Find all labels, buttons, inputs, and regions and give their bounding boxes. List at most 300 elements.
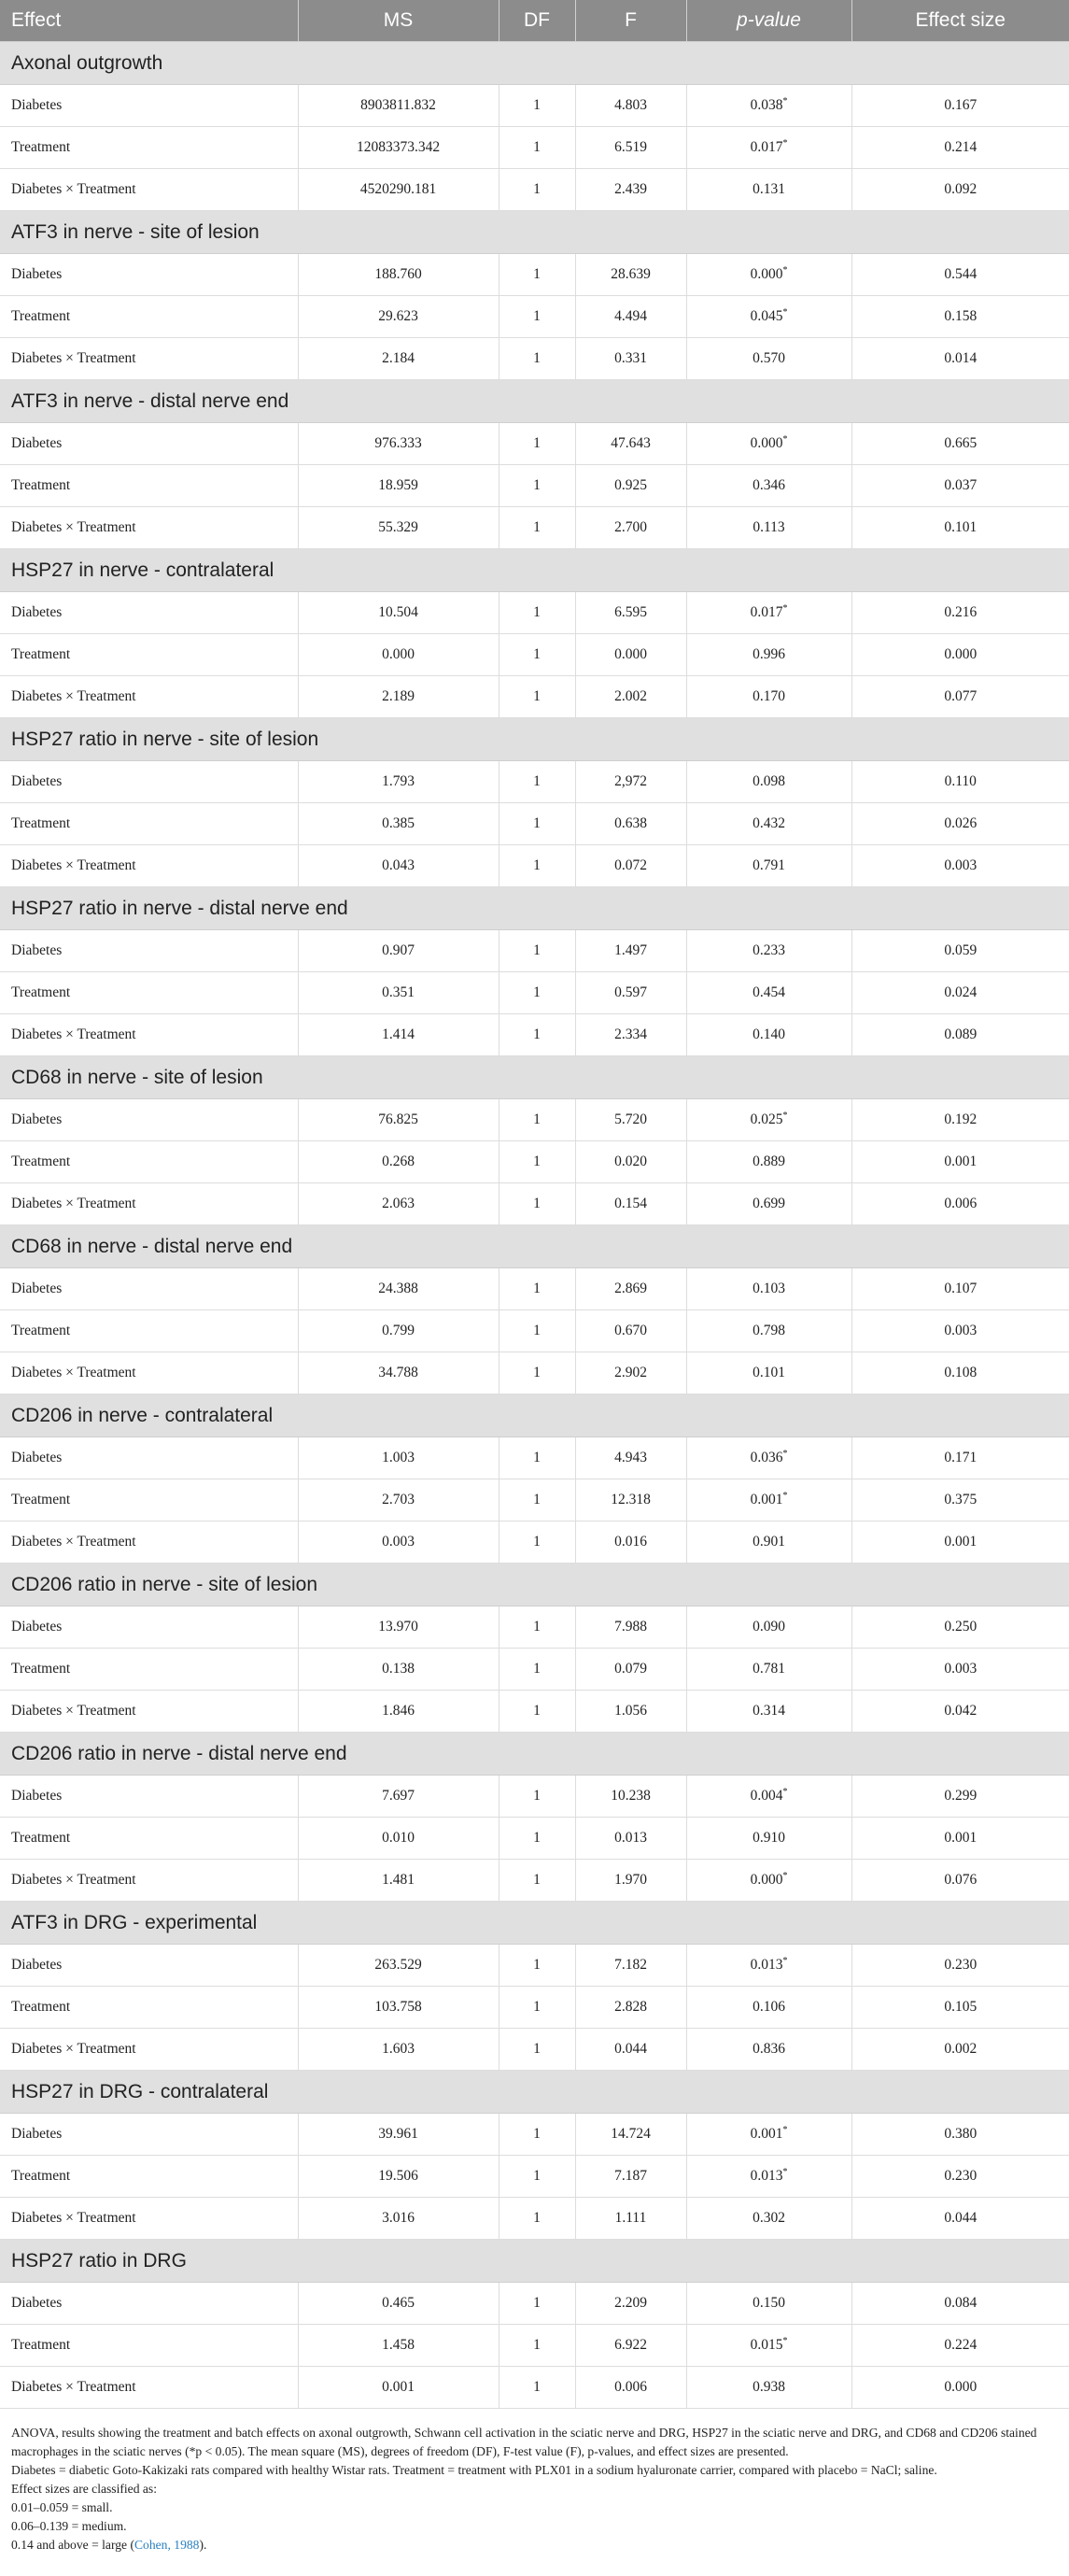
cell-f-value: 0.044: [614, 2041, 647, 2057]
cell-effect-value: Diabetes × Treatment: [11, 350, 136, 366]
table-row: [0, 1606, 1069, 1649]
footnote-medium: 0.06–0.139 = medium.: [11, 2519, 127, 2533]
section-header: [0, 42, 1069, 85]
cell-f: [575, 1649, 686, 1691]
cell-effect-value: Diabetes: [11, 266, 63, 282]
cell-effect-size: [851, 85, 1069, 127]
cell-p-value-value: 0.996: [753, 646, 785, 662]
cell-df: [499, 1268, 575, 1310]
cell-effect: [0, 1606, 298, 1649]
cell-ms: [298, 507, 499, 549]
cell-p-value: [686, 2114, 851, 2156]
citation-link[interactable]: Cohen, 1988: [134, 2538, 200, 2552]
cell-p-value-value: 0.570: [753, 350, 785, 366]
cell-effect-size-value: 0.001: [944, 1154, 978, 1169]
cell-f-value: 4.494: [614, 308, 647, 324]
cell-df-value: 1: [533, 1830, 541, 1846]
cell-f-value: 2,972: [614, 773, 647, 789]
cell-f: [575, 1691, 686, 1733]
cell-effect: [0, 2198, 298, 2240]
cell-effect-size-value: 0.230: [944, 2168, 978, 2184]
section-title: CD206 ratio in nerve - site of lesion: [0, 1564, 1069, 1606]
cell-effect-size-value: 0.171: [944, 1450, 978, 1465]
cell-f: [575, 1437, 686, 1479]
cell-effect-size: [851, 1776, 1069, 1818]
cell-effect: [0, 1183, 298, 1225]
header-p-value: p-value: [686, 0, 851, 42]
cell-p-value: [686, 634, 851, 676]
cell-ms-value: 0.268: [382, 1154, 415, 1169]
table-row: [0, 845, 1069, 887]
cell-f: [575, 1268, 686, 1310]
cell-f: [575, 1606, 686, 1649]
cell-f-value: 28.639: [611, 266, 651, 282]
cell-df-value: 1: [533, 181, 541, 197]
cell-effect-value: Treatment: [11, 2337, 71, 2353]
cell-df: [499, 2029, 575, 2071]
cell-ms-value: 0.138: [382, 1661, 415, 1677]
cell-ms-value: 0.907: [382, 942, 415, 958]
cell-f: [575, 1099, 686, 1141]
cell-p-value-value: 0.901: [753, 1534, 785, 1550]
table-row: [0, 2325, 1069, 2367]
cell-p-value-value: 0.781: [753, 1661, 785, 1677]
table-row: [0, 2283, 1069, 2325]
cell-p-value: [686, 1141, 851, 1183]
cell-p-value: [686, 761, 851, 803]
cell-effect-size-value: 0.224: [944, 2337, 978, 2353]
cell-f: [575, 2283, 686, 2325]
cell-f: [575, 1987, 686, 2029]
cell-effect-size-value: 0.089: [944, 1026, 978, 1042]
cell-effect-value: Diabetes: [11, 1111, 63, 1127]
cell-df-value: 1: [533, 139, 541, 155]
cell-effect-value: Diabetes: [11, 1281, 63, 1296]
cell-df: [499, 1014, 575, 1056]
cell-f: [575, 1776, 686, 1818]
cell-effect-size: [851, 761, 1069, 803]
cell-effect-value: Diabetes: [11, 97, 63, 113]
cell-p-value-value: 0.004: [750, 1788, 783, 1804]
cell-df: [499, 1649, 575, 1691]
cell-ms: [298, 1860, 499, 1902]
table-row: [0, 972, 1069, 1014]
cell-effect-value: Diabetes: [11, 2126, 63, 2142]
section-title: CD206 in nerve - contralateral: [0, 1394, 1069, 1437]
cell-p-value-value: 0.910: [753, 1830, 785, 1846]
cell-p-value: [686, 803, 851, 845]
cell-f-value: 6.922: [614, 2337, 647, 2353]
cell-effect-size: [851, 1606, 1069, 1649]
cell-ms-value: 76.825: [378, 1111, 418, 1127]
cell-ms: [298, 254, 499, 296]
cell-p-value: [686, 1606, 851, 1649]
cell-effect-size: [851, 1352, 1069, 1394]
table-row: [0, 338, 1069, 380]
cell-ms-value: 18.959: [378, 477, 418, 493]
cell-effect-value: Diabetes × Treatment: [11, 1872, 136, 1888]
cell-effect: [0, 930, 298, 972]
cell-p-value-value: 0.346: [753, 477, 785, 493]
cell-df-value: 1: [533, 1957, 541, 1973]
cell-f-value: 2.209: [614, 2295, 647, 2311]
section-header: [0, 1564, 1069, 1606]
cell-effect: [0, 1479, 298, 1522]
cell-df-value: 1: [533, 1788, 541, 1804]
cell-effect-size: [851, 1691, 1069, 1733]
cell-df-value: 1: [533, 1492, 541, 1507]
table-row: [0, 1310, 1069, 1352]
cell-f-value: 0.597: [614, 984, 647, 1000]
cell-df-value: 1: [533, 308, 541, 324]
cell-effect-value: Diabetes: [11, 942, 63, 958]
cell-df: [499, 2367, 575, 2409]
cell-df-value: 1: [533, 1154, 541, 1169]
table-row: [0, 1860, 1069, 1902]
cell-f: [575, 423, 686, 465]
cell-f-value: 0.013: [614, 1830, 647, 1846]
cell-df-value: 1: [533, 1999, 541, 2015]
cell-effect: [0, 845, 298, 887]
cell-df: [499, 1691, 575, 1733]
cell-f-value: 14.724: [611, 2126, 651, 2142]
significance-marker: *: [782, 1110, 788, 1121]
cell-f-value: 2.439: [614, 181, 647, 197]
cell-p-value-value: 0.017: [750, 139, 783, 155]
cell-effect-size: [851, 803, 1069, 845]
cell-effect: [0, 1014, 298, 1056]
cell-effect-size-value: 0.001: [944, 1534, 978, 1550]
cell-effect-size-value: 0.000: [944, 646, 978, 662]
cell-effect-size: [851, 676, 1069, 718]
cell-effect-size-value: 0.230: [944, 1957, 978, 1973]
cell-ms-value: 0.385: [382, 815, 415, 831]
cell-df-value: 1: [533, 1661, 541, 1677]
cell-ms: [298, 1014, 499, 1056]
cell-ms: [298, 296, 499, 338]
cell-effect-size-value: 0.003: [944, 1661, 978, 1677]
cell-df: [499, 1183, 575, 1225]
cell-ms-value: 29.623: [378, 308, 418, 324]
table-row: [0, 1522, 1069, 1564]
cell-effect-size-value: 0.216: [944, 604, 978, 620]
significance-marker: *: [782, 602, 788, 614]
cell-ms-value: 2.189: [382, 688, 415, 704]
cell-p-value: [686, 127, 851, 169]
cell-f-value: 2.828: [614, 1999, 647, 2015]
cell-f: [575, 1352, 686, 1394]
table-row: [0, 2367, 1069, 2409]
table-row: [0, 2114, 1069, 2156]
table-row: [0, 127, 1069, 169]
cell-p-value-value: 0.170: [753, 688, 785, 704]
cell-f: [575, 761, 686, 803]
cell-df: [499, 1987, 575, 2029]
cell-ms: [298, 1945, 499, 1987]
cell-df: [499, 465, 575, 507]
cell-effect-size: [851, 634, 1069, 676]
cell-p-value: [686, 972, 851, 1014]
cell-p-value-value: 0.038: [750, 97, 783, 113]
section-header: [0, 380, 1069, 423]
table-row: [0, 465, 1069, 507]
cell-ms-value: 1.481: [382, 1872, 415, 1888]
cell-effect: [0, 423, 298, 465]
cell-df: [499, 1860, 575, 1902]
section-title: ATF3 in nerve - site of lesion: [0, 211, 1069, 254]
cell-p-value: [686, 507, 851, 549]
table-row: [0, 1268, 1069, 1310]
cell-effect: [0, 972, 298, 1014]
cell-ms-value: 188.760: [374, 266, 422, 282]
section-title: HSP27 in nerve - contralateral: [0, 549, 1069, 592]
cell-f: [575, 972, 686, 1014]
cell-p-value: [686, 2367, 851, 2409]
cell-p-value: [686, 2029, 851, 2071]
cell-effect-value: Diabetes: [11, 1788, 63, 1804]
cell-effect-value: Treatment: [11, 646, 71, 662]
cell-p-value: [686, 1479, 851, 1522]
cell-f-value: 5.720: [614, 1111, 647, 1127]
table-row: [0, 2156, 1069, 2198]
cell-p-value-value: 0.025: [750, 1111, 783, 1127]
cell-effect-size: [851, 2367, 1069, 2409]
cell-f: [575, 1860, 686, 1902]
cell-df: [499, 592, 575, 634]
cell-effect-value: Treatment: [11, 1999, 71, 2015]
cell-df: [499, 1479, 575, 1522]
cell-f: [575, 1310, 686, 1352]
table-row: [0, 1691, 1069, 1733]
cell-effect-size: [851, 1183, 1069, 1225]
section-header: [0, 718, 1069, 761]
cell-effect-size-value: 0.192: [944, 1111, 978, 1127]
cell-effect-size-value: 0.250: [944, 1619, 978, 1635]
cell-effect-size-value: 0.101: [944, 519, 978, 535]
cell-effect-size: [851, 1268, 1069, 1310]
cell-p-value-value: 0.103: [753, 1281, 785, 1296]
cell-df: [499, 296, 575, 338]
table-row: [0, 1437, 1069, 1479]
cell-f-value: 7.988: [614, 1619, 647, 1635]
cell-ms: [298, 2029, 499, 2071]
cell-df: [499, 507, 575, 549]
cell-p-value-value: 0.454: [753, 984, 785, 1000]
cell-p-value: [686, 465, 851, 507]
cell-ms-value: 103.758: [374, 1999, 422, 2015]
cell-effect-size: [851, 845, 1069, 887]
cell-effect-size-value: 0.299: [944, 1788, 978, 1804]
cell-effect-size-value: 0.375: [944, 1492, 978, 1507]
cell-f: [575, 1479, 686, 1522]
table-row: [0, 2029, 1069, 2071]
cell-f: [575, 338, 686, 380]
cell-p-value: [686, 1014, 851, 1056]
significance-marker: *: [782, 1786, 788, 1797]
cell-effect-size-value: 0.044: [944, 2210, 978, 2226]
cell-df-value: 1: [533, 2379, 541, 2395]
cell-effect-size-value: 0.158: [944, 308, 978, 324]
cell-effect-size-value: 0.380: [944, 2126, 978, 2142]
cell-f-value: 2.002: [614, 688, 647, 704]
section-header: [0, 1056, 1069, 1099]
cell-f: [575, 465, 686, 507]
cell-ms: [298, 2283, 499, 2325]
cell-f: [575, 1945, 686, 1987]
cell-ms-value: 24.388: [378, 1281, 418, 1296]
cell-f-value: 7.182: [614, 1957, 647, 1973]
cell-p-value-value: 0.000: [750, 266, 783, 282]
cell-df-value: 1: [533, 942, 541, 958]
cell-p-value: [686, 169, 851, 211]
cell-effect: [0, 2325, 298, 2367]
header-ms: MS: [298, 0, 499, 42]
section-title: HSP27 ratio in nerve - site of lesion: [0, 718, 1069, 761]
cell-effect-size: [851, 2029, 1069, 2071]
cell-effect-size: [851, 507, 1069, 549]
cell-effect: [0, 1352, 298, 1394]
cell-p-value: [686, 296, 851, 338]
significance-marker: *: [782, 95, 788, 106]
cell-ms-value: 1.603: [382, 2041, 415, 2057]
cell-f: [575, 803, 686, 845]
significance-marker: *: [782, 1870, 788, 1881]
table-row: [0, 85, 1069, 127]
cell-effect-value: Treatment: [11, 1661, 71, 1677]
cell-p-value-value: 0.106: [753, 1999, 785, 2015]
table-row: [0, 1099, 1069, 1141]
cell-df-value: 1: [533, 2337, 541, 2353]
cell-df: [499, 2198, 575, 2240]
cell-p-value-value: 0.798: [753, 1323, 785, 1338]
significance-marker: *: [782, 1490, 788, 1501]
cell-effect: [0, 85, 298, 127]
section-title: ATF3 in nerve - distal nerve end: [0, 380, 1069, 423]
cell-f-value: 1.056: [614, 1703, 647, 1719]
cell-ms: [298, 2198, 499, 2240]
cell-ms-value: 1.458: [382, 2337, 415, 2353]
cell-df: [499, 761, 575, 803]
cell-df-value: 1: [533, 1196, 541, 1211]
cell-effect: [0, 296, 298, 338]
cell-ms: [298, 465, 499, 507]
cell-p-value-value: 0.017: [750, 604, 783, 620]
cell-effect-size: [851, 1310, 1069, 1352]
cell-effect-value: Diabetes: [11, 1957, 63, 1973]
cell-f-value: 2.869: [614, 1281, 647, 1296]
cell-effect: [0, 169, 298, 211]
table-row: [0, 1141, 1069, 1183]
cell-effect-size: [851, 1945, 1069, 1987]
cell-df-value: 1: [533, 1281, 541, 1296]
cell-ms-value: 8903811.832: [360, 97, 436, 113]
cell-effect-value: Treatment: [11, 815, 71, 831]
cell-df-value: 1: [533, 1365, 541, 1380]
cell-ms-value: 0.001: [382, 2379, 415, 2395]
cell-df-value: 1: [533, 1026, 541, 1042]
header-effect-size: Effect size: [851, 0, 1069, 42]
cell-effect: [0, 1141, 298, 1183]
cell-f-value: 47.643: [611, 435, 651, 451]
cell-ms: [298, 1818, 499, 1860]
table-row: [0, 634, 1069, 676]
cell-df: [499, 803, 575, 845]
cell-effect-size: [851, 1818, 1069, 1860]
section-header: [0, 211, 1069, 254]
cell-p-value-value: 0.000: [750, 1872, 783, 1888]
cell-p-value-value: 0.302: [753, 2210, 785, 2226]
cell-df: [499, 1437, 575, 1479]
cell-ms: [298, 972, 499, 1014]
cell-effect: [0, 1987, 298, 2029]
cell-effect: [0, 803, 298, 845]
cell-df: [499, 169, 575, 211]
cell-effect-size: [851, 169, 1069, 211]
cell-effect: [0, 254, 298, 296]
cell-f-value: 6.595: [614, 604, 647, 620]
cell-f-value: 0.079: [614, 1661, 647, 1677]
header-df: DF: [499, 0, 575, 42]
section-title: Axonal outgrowth: [0, 42, 1069, 85]
cell-p-value: [686, 423, 851, 465]
footnote-classified: Effect sizes are classified as:: [11, 2482, 158, 2496]
cell-p-value-value: 0.113: [753, 519, 785, 535]
header-f: F: [575, 0, 686, 42]
table-row: [0, 1479, 1069, 1522]
cell-p-value-value: 0.131: [753, 181, 785, 197]
cell-f: [575, 845, 686, 887]
table-row: [0, 1818, 1069, 1860]
cell-effect-size-value: 0.167: [944, 97, 978, 113]
cell-ms-value: 0.003: [382, 1534, 415, 1550]
cell-effect-value: Treatment: [11, 2168, 71, 2184]
cell-f-value: 0.006: [614, 2379, 647, 2395]
cell-p-value-value: 0.000: [750, 435, 783, 451]
cell-ms: [298, 1310, 499, 1352]
cell-p-value-value: 0.001: [750, 2126, 783, 2142]
cell-f-value: 0.020: [614, 1154, 647, 1169]
section-header: [0, 887, 1069, 930]
cell-df-value: 1: [533, 857, 541, 873]
table-row: [0, 803, 1069, 845]
cell-ms: [298, 2156, 499, 2198]
cell-df-value: 1: [533, 1619, 541, 1635]
cell-f: [575, 1014, 686, 1056]
cell-df-value: 1: [533, 2295, 541, 2311]
cell-ms-value: 1.003: [382, 1450, 415, 1465]
section-header: [0, 2071, 1069, 2114]
cell-ms-value: 1.846: [382, 1703, 415, 1719]
footnote-large-suffix: ).: [199, 2538, 207, 2552]
cell-effect-value: Treatment: [11, 1492, 71, 1507]
cell-effect: [0, 1437, 298, 1479]
cell-effect: [0, 1310, 298, 1352]
cell-ms-value: 2.184: [382, 350, 415, 366]
cell-p-value: [686, 2156, 851, 2198]
cell-ms: [298, 1183, 499, 1225]
significance-marker: *: [782, 1448, 788, 1459]
cell-df-value: 1: [533, 519, 541, 535]
cell-df-value: 1: [533, 604, 541, 620]
cell-effect-size-value: 0.002: [944, 2041, 978, 2057]
cell-ms: [298, 1776, 499, 1818]
section-title: HSP27 ratio in nerve - distal nerve end: [0, 887, 1069, 930]
cell-ms-value: 2.703: [382, 1492, 415, 1507]
cell-effect-size: [851, 423, 1069, 465]
cell-effect-size-value: 0.042: [944, 1703, 978, 1719]
cell-df: [499, 1776, 575, 1818]
cell-df: [499, 1099, 575, 1141]
